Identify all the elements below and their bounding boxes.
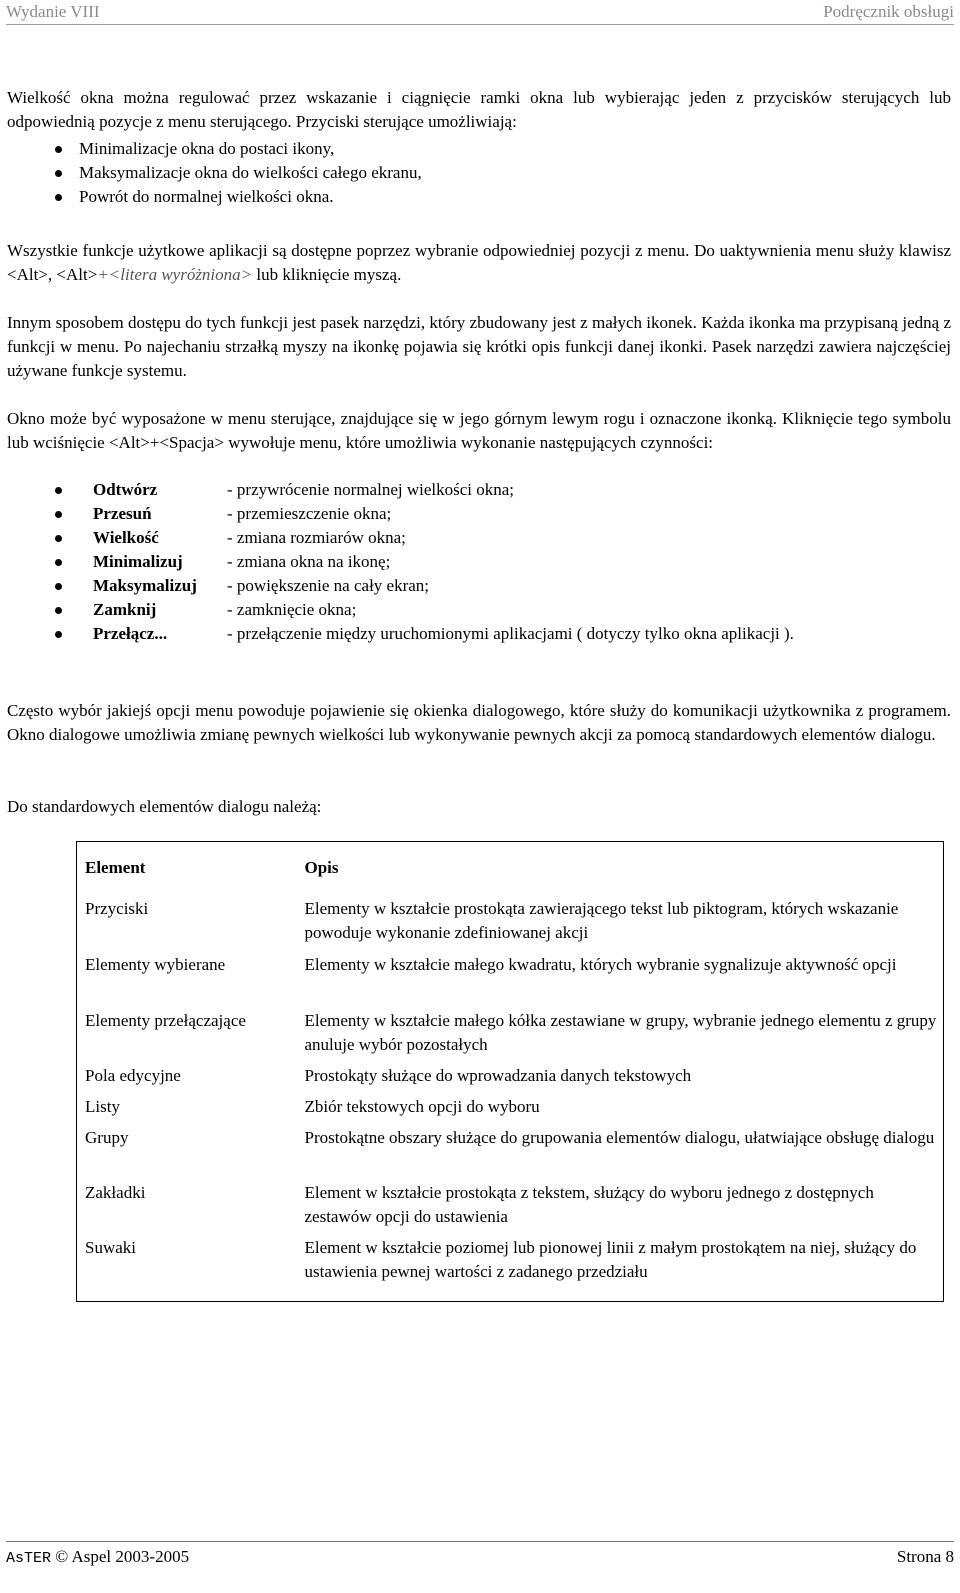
element-name: Elementy przełączające — [85, 1011, 246, 1030]
element-name: Zakładki — [85, 1183, 146, 1202]
footer-divider — [6, 1541, 954, 1542]
command-item — [55, 598, 794, 622]
table-header-row — [77, 842, 944, 898]
element-description: Elementy w kształcie małego kwadratu, których wybranie sygnalizuje aktywność opcji — [304, 955, 897, 974]
element-name: Przyciski — [85, 899, 149, 918]
element-name: Pola edycyjne — [85, 1066, 181, 1085]
brand-name: AsTER — [6, 1550, 52, 1567]
command-item — [55, 550, 794, 574]
menu-access-text-end: lub kliknięcie myszą. — [252, 265, 402, 284]
footer-left — [6, 1545, 189, 1571]
element-description: Prostokątne obszary służące do grupowania elementów dialogu, ułatwiające obsługę dialogu — [304, 1128, 935, 1147]
command-item — [55, 526, 794, 550]
edition-label: Wydanie VIII — [6, 2, 100, 21]
element-description: Prostokąty służące do wprowadzania danych tekstowych — [304, 1066, 692, 1085]
command-name: Przełącz... — [93, 624, 168, 643]
paragraph-toolbar: Innym sposobem dostępu do tych funkcji jest pasek narzędzi, który zbudowany jest z małych ikonek. Każda ikonka ma przypisaną jedną z funkcji w menu. Po najechaniu strzałką myszy na ikonkę pojawia się krótki opis funkcji danej ikonki. Pasek narzędzi zawiera najczęściej używane funkcje systemu. — [7, 313, 951, 380]
command-desc: - przemieszczenie okna; — [227, 504, 392, 523]
element-name: Listy — [85, 1097, 120, 1116]
element-description: Elementy w kształcie małego kółka zestawiane w grupy, wybranie jednego elementu z grupy anuluje wybór pozostałych — [304, 1011, 937, 1054]
table-row — [77, 897, 944, 953]
command-item — [55, 622, 794, 646]
command-name: Zamknij — [93, 600, 157, 619]
element-name: Elementy wybierane — [85, 955, 226, 974]
manual-title: Podręcznik obsługi — [823, 2, 954, 21]
command-item — [55, 574, 794, 598]
table-row — [77, 1126, 944, 1181]
list-item: Maksymalizacje okna do wielkości całego ekranu, — [55, 161, 422, 185]
paragraph-menu-access — [7, 239, 951, 287]
highlighted-letter-text: +<litera wyróżniona> — [97, 265, 253, 284]
control-menu-commands — [55, 478, 794, 646]
paragraph-dialog-elements-intro: Do standardowych elementów dialogu należą: — [7, 797, 322, 816]
element-description: Element w kształcie prostokąta z tekstem, służący do wyboru jednego z dostępnych zestawów opcji do ustawienia — [304, 1183, 874, 1226]
command-item — [55, 502, 794, 526]
command-desc: - zamknięcie okna; — [227, 600, 357, 619]
column-header-description: Opis — [304, 858, 339, 877]
page-header — [6, 0, 954, 24]
command-item — [55, 478, 794, 502]
element-description: Elementy w kształcie prostokąta zawierającego tekst lub piktogram, których wskazanie powoduje wykonanie zdefiniowanej akcji — [304, 899, 899, 942]
copyright-text: © Aspel 2003-2005 — [55, 1547, 190, 1566]
page-footer — [6, 1545, 954, 1569]
element-description: Zbiór tekstowych opcji do wyboru — [304, 1097, 540, 1116]
table-row — [77, 1009, 944, 1064]
table-row — [77, 953, 944, 1009]
element-name: Grupy — [85, 1128, 129, 1147]
menu-access-text: Wszystkie funkcje użytkowe aplikacji są dostępne poprzez wybranie odpowiedniej pozycji z menu. Do uaktywnienia menu służy klawisz <Alt>, <Alt> — [7, 241, 951, 284]
list-item: Powrót do normalnej wielkości okna. — [55, 185, 422, 209]
command-name: Wielkość — [93, 528, 159, 547]
command-name: Przesuń — [93, 504, 152, 523]
table-row — [77, 1064, 944, 1095]
command-desc: - przełączenie między uruchomionymi aplikacjami ( dotyczy tylko okna aplikacji ). — [227, 624, 794, 643]
control-buttons-list — [55, 137, 422, 209]
page-number: Strona 8 — [896, 1547, 954, 1566]
command-desc: - zmiana rozmiarów okna; — [227, 528, 406, 547]
header-divider — [6, 24, 954, 25]
command-desc: - zmiana okna na ikonę; — [227, 552, 391, 571]
command-name: Maksymalizuj — [93, 576, 197, 595]
list-item: Minimalizacje okna do postaci ikony, — [55, 137, 422, 161]
element-name: Suwaki — [85, 1238, 136, 1257]
command-name: Odtwórz — [93, 480, 158, 499]
table-row — [77, 1181, 944, 1236]
element-description: Element w kształcie poziomej lub pionowej linii z małym prostokątem na niej, służący do ustawienia pewnej wartości z zadanego przedziału — [304, 1238, 917, 1281]
column-header-element: Element — [85, 858, 146, 877]
paragraph-control-menu: Okno może być wyposażone w menu sterujące, znajdujące się w jego górnym lewym rogu i oznaczone ikonką. Kliknięcie tego symbolu lub wciśnięcie <Alt>+<Spacja> wywołuje menu, które umożliwia wykonanie następujących czynności: — [7, 409, 951, 452]
paragraph-dialogs: Często wybór jakiejś opcji menu powoduje pojawienie się okienka dialogowego, które służy do komunikacji użytkownika z programem. Okno dialogowe umożliwia zmianę pewnych wielkości lub wykonywanie pewnych akcji za pomocą standardowych elementów dialogu. — [7, 701, 951, 744]
paragraph-window-size: Wielkość okna można regulować przez wskazanie i ciągnięcie ramki okna lub wybierając jeden z przycisków sterujących lub odpowiednią pozycje z menu sterującego. Przyciski sterujące umożliwiają: — [7, 88, 951, 131]
command-desc: - przywrócenie normalnej wielkości okna; — [227, 480, 515, 499]
command-name: Minimalizuj — [93, 552, 183, 571]
dialog-elements-table — [76, 841, 944, 1302]
table-row — [77, 1095, 944, 1126]
command-desc: - powiększenie na cały ekran; — [227, 576, 430, 595]
table-row — [77, 1236, 944, 1301]
